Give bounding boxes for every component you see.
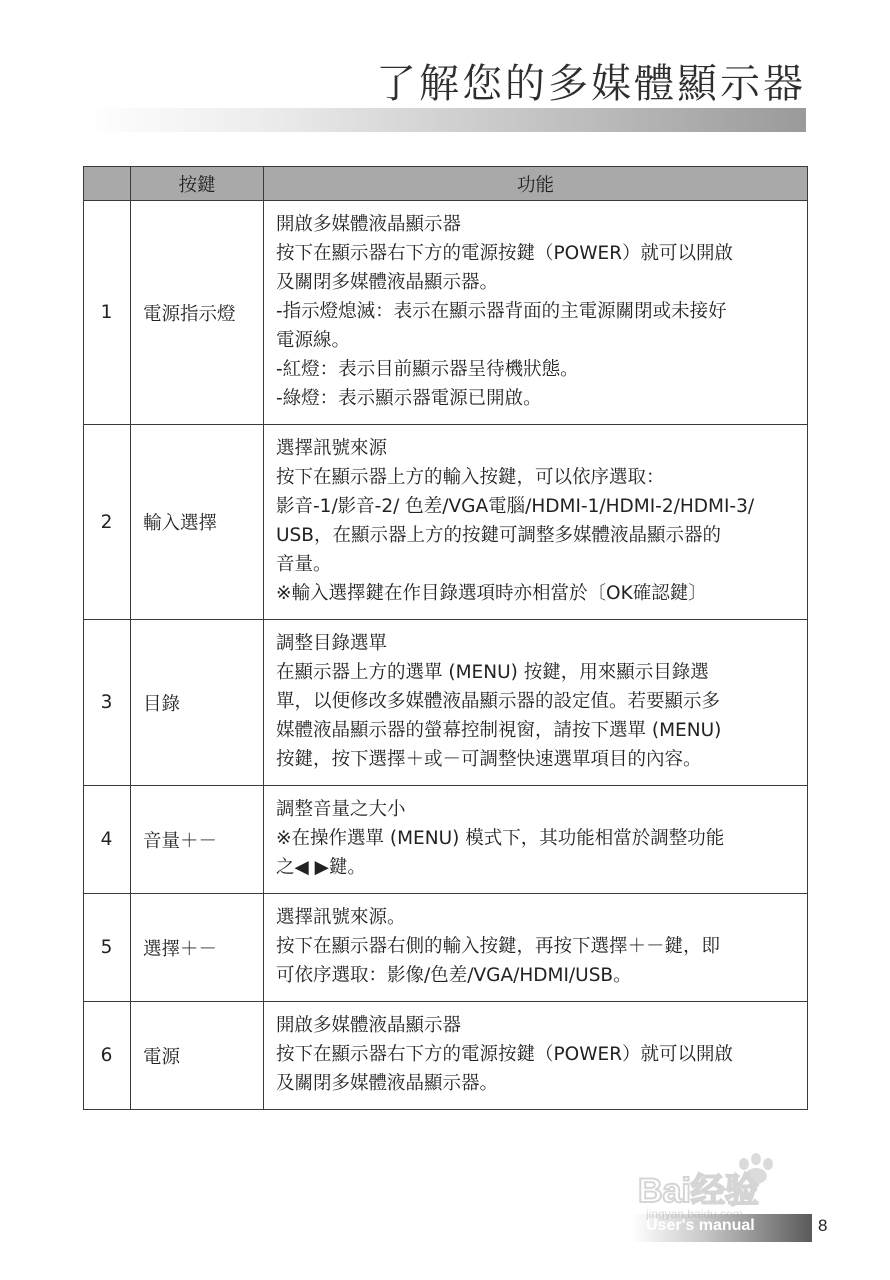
function-description xyxy=(264,425,808,620)
function-line: 選擇訊號來源 xyxy=(276,438,388,459)
header-key: 按鍵 xyxy=(131,167,264,201)
function-line: 媒體液晶顯示器的螢幕控制視窗，請按下選單 (MENU) xyxy=(276,720,722,741)
footer-label: User's manual xyxy=(646,1217,755,1234)
function-description xyxy=(264,786,808,894)
table-row xyxy=(84,620,808,786)
function-line: 可依序選取：影像/色差/VGA/HDMI/USB。 xyxy=(276,965,632,986)
function-line: USB，在顯示器上方的按鍵可調整多媒體液晶顯示器的 xyxy=(276,525,721,546)
function-description xyxy=(264,201,808,425)
function-line: 按鍵，按下選擇＋或－可調整快速選單項目的內容。 xyxy=(276,749,702,770)
function-line: 開啟多媒體液晶顯示器 xyxy=(276,1015,462,1036)
function-line: 開啟多媒體液晶顯示器 xyxy=(276,214,462,235)
key-name: 電源 xyxy=(131,1002,264,1110)
function-line: 及關閉多媒體液晶顯示器。 xyxy=(276,1073,499,1094)
key-name: 音量＋－ xyxy=(131,786,264,894)
table-header-row xyxy=(84,167,808,201)
function-line: -綠燈：表示顯示器電源已開啟。 xyxy=(276,388,542,409)
title-gradient-bar xyxy=(86,108,806,132)
row-number: 2 xyxy=(84,425,131,620)
function-line: 之◀ ▶鍵。 xyxy=(276,857,366,878)
function-line: 調整目錄選單 xyxy=(276,633,388,654)
baidu-watermark-logo xyxy=(636,1150,846,1220)
key-name: 輸入選擇 xyxy=(131,425,264,620)
row-number: 3 xyxy=(84,620,131,786)
function-line: 按下在顯示器上方的輸入按鍵，可以依序選取： xyxy=(276,467,665,488)
row-number: 5 xyxy=(84,894,131,1002)
table-row xyxy=(84,894,808,1002)
header-function: 功能 xyxy=(264,167,808,201)
function-line: 按下在顯示器右下方的電源按鍵（POWER）就可以開啟 xyxy=(276,243,734,264)
table-body xyxy=(84,201,808,1110)
function-line: 及關閉多媒體液晶顯示器。 xyxy=(276,272,499,293)
row-number: 6 xyxy=(84,1002,131,1110)
function-line: 電源線。 xyxy=(276,330,351,351)
function-description xyxy=(264,894,808,1002)
watermark-text: Bai经验 xyxy=(638,1172,759,1210)
function-line: ※在操作選單 (MENU) 模式下，其功能相當於調整功能 xyxy=(276,828,725,849)
function-line: 單，以便修改多媒體液晶顯示器的設定值。若要顯示多 xyxy=(276,691,721,712)
function-line: 按下在顯示器右側的輸入按鍵，再按下選擇＋－鍵，即 xyxy=(276,936,721,957)
key-name: 電源指示燈 xyxy=(131,201,264,425)
page-title: 了解您的多媒體顯示器 xyxy=(376,61,806,107)
table-row xyxy=(84,201,808,425)
function-line: 影音-1/影音-2/ 色差/VGA電腦/HDMI-1/HDMI-2/HDMI-3/ xyxy=(276,496,755,517)
function-description xyxy=(264,1002,808,1110)
key-name: 選擇＋－ xyxy=(131,894,264,1002)
function-line: 調整音量之大小 xyxy=(276,799,406,820)
function-line: ※輸入選擇鍵在作目錄選項時亦相當於〔OK確認鍵〕 xyxy=(276,583,707,604)
table-row xyxy=(84,1002,808,1110)
key-function-table xyxy=(83,166,808,1110)
table-row xyxy=(84,786,808,894)
function-line: 在顯示器上方的選單 (MENU) 按鍵，用來顯示目錄選 xyxy=(276,662,709,683)
row-number: 1 xyxy=(84,201,131,425)
table-row xyxy=(84,425,808,620)
page-number: 8 xyxy=(818,1216,828,1235)
function-line: 按下在顯示器右下方的電源按鍵（POWER）就可以開啟 xyxy=(276,1044,734,1065)
function-line: 選擇訊號來源。 xyxy=(276,907,406,928)
function-line: 音量。 xyxy=(276,554,332,575)
row-number: 4 xyxy=(84,786,131,894)
header-num xyxy=(84,167,131,201)
function-description xyxy=(264,620,808,786)
key-name: 目錄 xyxy=(131,620,264,786)
watermark-subtext: jingyan.baidu.com xyxy=(646,1207,743,1220)
function-line: -指示燈熄滅：表示在顯示器背面的主電源關閉或未接好 xyxy=(276,301,727,322)
function-line: -紅燈：表示目前顯示器呈待機狀態。 xyxy=(276,359,579,380)
